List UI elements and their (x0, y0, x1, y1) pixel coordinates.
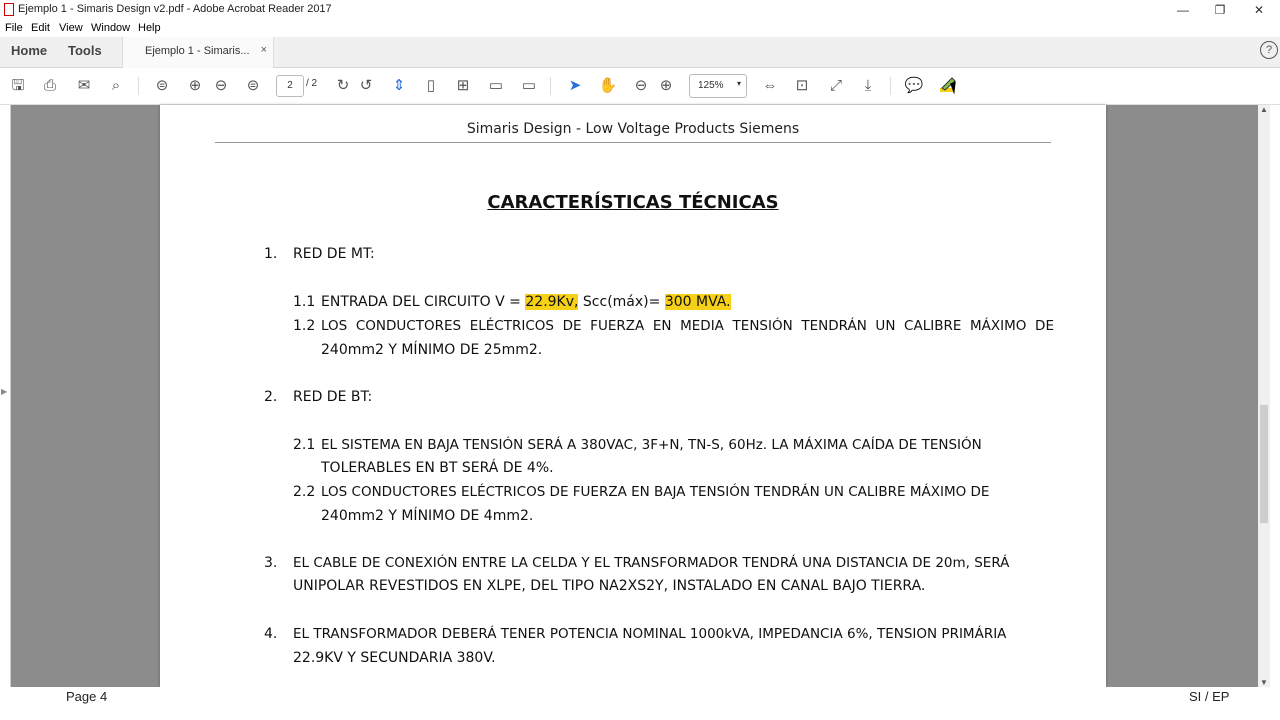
document-viewer (0, 105, 1280, 687)
menu-edit[interactable]: Edit (31, 22, 50, 34)
highlight-scc: 300 MVA. (664, 294, 731, 310)
toolbar (0, 68, 1280, 105)
menu-bar (0, 20, 1280, 37)
item-text: ENTRADA DEL CIRCUITO V = 22.9Kv, Scc(máx)= 300 MVA. (321, 294, 731, 310)
save-icon[interactable]: 🖫 (11, 77, 25, 94)
zoom-value: 125% (698, 80, 724, 91)
header-divider (215, 142, 1051, 143)
item-number: 1. (264, 246, 278, 262)
hand-tool-icon[interactable]: ✋ (598, 77, 618, 94)
print-icon[interactable]: ⎙ (43, 77, 56, 94)
item-text-line: LOS CONDUCTORES ELÉCTRICOS DE FUERZA EN BAJA TENSIÓN TENDRÁN UN CALIBRE MÁXIMO DE (321, 484, 990, 500)
left-panel (0, 105, 11, 687)
right-panel (1270, 105, 1280, 687)
two-page-icon[interactable]: ⊞ (456, 77, 470, 94)
status-bar (0, 687, 1280, 720)
zoom-out-icon[interactable]: ⊖ (634, 77, 648, 94)
item-text: RED DE MT: (293, 246, 375, 262)
acrobat-app-icon (4, 3, 14, 16)
select-tool-icon[interactable]: ➤ (568, 77, 582, 94)
rotate-clockwise-icon[interactable]: ↻ (336, 77, 350, 94)
item-text-line: 22.9KV Y SECUNDARIA 380V. (293, 650, 496, 666)
fit-page-icon[interactable]: ⇕ (392, 77, 406, 94)
help-icon[interactable]: ? (1260, 41, 1278, 59)
item-number: 2. (264, 389, 278, 405)
menu-help[interactable]: Help (138, 22, 161, 34)
tab-home[interactable]: Home (11, 43, 48, 58)
menu-window[interactable]: Window (91, 22, 131, 34)
expand-left-panel-icon[interactable]: ▶ (1, 387, 8, 396)
item-number: 3. (264, 555, 278, 571)
item-text-line: UNIPOLAR REVESTIDOS EN XLPE, DEL TIPO NA2XS2Y, INSTALADO EN CANAL BAJO TIERRA. (293, 578, 926, 594)
title-bar (0, 0, 1280, 20)
item-text-line: TOLERABLES EN BT SERÁ DE 4%. (321, 460, 554, 476)
tabs-bar (0, 37, 1280, 68)
download-icon[interactable]: ⤓ (864, 77, 872, 94)
item-text-line: EL TRANSFORMADOR DEBERÁ TENER POTENCIA NOMINAL 1000kVA, IMPEDANCIA 6%, TENSION PRIMÁRIA (293, 626, 1007, 642)
window-title: Ejemplo 1 - Simaris Design v2.pdf - Adobe Acrobat Reader 2017 (18, 3, 332, 15)
email-icon[interactable]: ✉ (77, 77, 91, 94)
read-mode-icon[interactable]: ▭ (521, 77, 537, 94)
highlight-voltage: 22.9Kv, (525, 294, 579, 310)
previous-page-icon[interactable]: ⊕ (188, 77, 202, 94)
last-page-icon[interactable]: ⊜ (246, 77, 260, 94)
comment-icon[interactable]: 💬 (904, 77, 924, 94)
search-icon[interactable]: ⌕ (111, 77, 121, 94)
single-page-icon[interactable]: ▯ (426, 77, 436, 94)
item-number: 1.1 (293, 294, 316, 310)
item-text-line: EL SISTEMA EN BAJA TENSIÓN SERÁ A 380VAC, 3F+N, TN-S, 60Hz. LA MÁXIMA CAÍDA DE TENSIÓN (321, 437, 982, 453)
menu-view[interactable]: View (59, 22, 83, 34)
tab-document[interactable] (122, 37, 274, 68)
next-page-icon[interactable]: ⊖ (214, 77, 228, 94)
close-tab-icon[interactable]: × (260, 44, 267, 56)
item-text-line: LOS CONDUCTORES ELÉCTRICOS DE FUERZA EN MEDIA TENSIÓN TENDRÁN UN CALIBRE MÁXIMO DE (321, 318, 1054, 334)
document-heading: CARACTERÍSTICAS TÉCNICAS (487, 192, 779, 213)
zoom-select[interactable] (689, 74, 747, 98)
scroll-down-icon[interactable]: ▼ (1260, 678, 1268, 687)
language-indicator: SI / EP (1189, 689, 1230, 704)
page-header: Simaris Design - Low Voltage Products Siemens (466, 121, 800, 137)
minimize-button[interactable]: — (1177, 3, 1189, 17)
pdf-page (160, 105, 1106, 687)
vertical-scrollbar[interactable] (1258, 105, 1270, 687)
tab-document-label: Ejemplo 1 - Simaris... (145, 45, 250, 57)
marquee-zoom-icon[interactable]: ⊡ (795, 77, 809, 94)
chevron-down-icon: ▾ (736, 79, 741, 88)
item-text-line: 240mm2 Y MÍNIMO DE 4mm2. (321, 508, 534, 524)
item-number: 2.1 (293, 437, 316, 453)
rotate-counterclockwise-icon[interactable]: ↺ (359, 77, 373, 94)
item-text: RED DE BT: (293, 389, 373, 405)
full-screen-icon[interactable]: ⤢ (829, 77, 842, 94)
page-indicator: Page 4 (66, 689, 108, 704)
item-text-line: EL CABLE DE CONEXIÓN ENTRE LA CELDA Y EL TRANSFORMADOR TENDRÁ UNA DISTANCIA DE 20m, SERÁ (293, 555, 1010, 571)
item-number: 2.2 (293, 484, 316, 500)
item-number: 1.2 (293, 318, 316, 334)
menu-file[interactable]: File (5, 22, 23, 34)
tab-tools[interactable]: Tools (68, 43, 102, 58)
page-total: / 2 (306, 78, 318, 89)
first-page-icon[interactable]: ⊜ (155, 77, 169, 94)
fit-width-icon[interactable]: ⇔ (762, 77, 778, 94)
close-window-button[interactable]: ✕ (1253, 3, 1265, 17)
page-number-input[interactable]: 2 (276, 75, 304, 97)
scroll-up-icon[interactable]: ▲ (1260, 105, 1268, 114)
scrolling-mode-icon[interactable]: ▭ (488, 77, 504, 94)
item-number: 4. (264, 626, 278, 642)
scrollbar-thumb[interactable] (1260, 405, 1268, 523)
zoom-in-icon[interactable]: ⊕ (659, 77, 673, 94)
restore-button[interactable]: ❐ (1214, 3, 1226, 17)
item-text-line: 240mm2 Y MÍNIMO DE 25mm2. (321, 342, 543, 358)
